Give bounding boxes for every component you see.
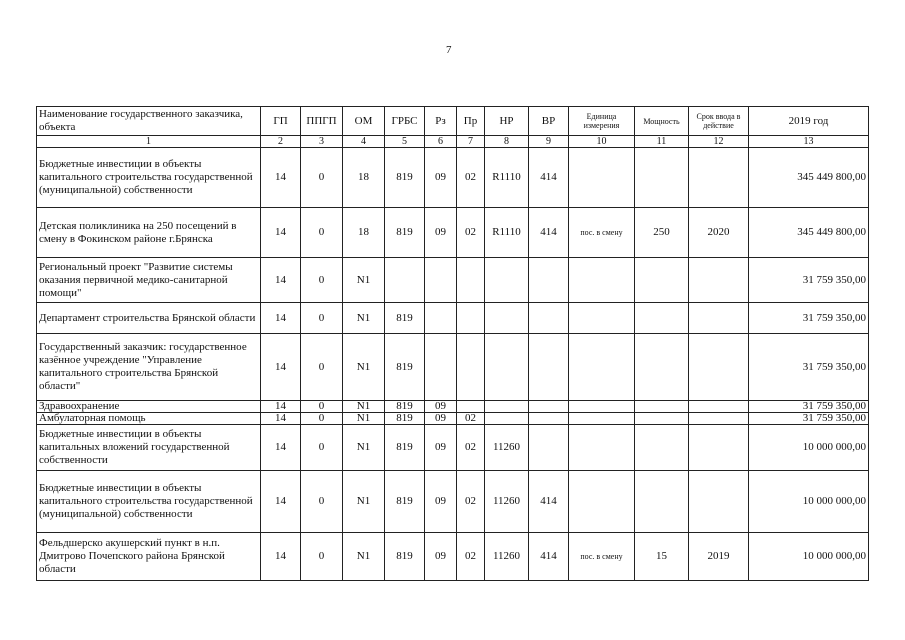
cell-amount: 31 759 350,00 xyxy=(749,303,869,334)
cell-vr xyxy=(529,334,569,401)
cell-capacity xyxy=(635,148,689,208)
cell-amount: 31 759 350,00 xyxy=(749,413,869,425)
header-vr: ВР xyxy=(529,107,569,136)
header-deadline: Срок ввода в действие xyxy=(689,107,749,136)
cell-vr: 414 xyxy=(529,471,569,533)
cell-vr: 414 xyxy=(529,533,569,581)
cell-unit xyxy=(569,258,635,303)
cell-grbs xyxy=(385,258,425,303)
column-number: 3 xyxy=(301,136,343,148)
cell-rz: 09 xyxy=(425,208,457,258)
table-row xyxy=(37,471,869,533)
cell-unit xyxy=(569,401,635,413)
cell-om: N1 xyxy=(343,303,385,334)
cell-grbs: 819 xyxy=(385,334,425,401)
cell-grbs: 819 xyxy=(385,425,425,471)
cell-gp: 14 xyxy=(261,208,301,258)
cell-gp: 14 xyxy=(261,148,301,208)
table-row xyxy=(37,401,869,413)
cell-vr: 414 xyxy=(529,148,569,208)
cell-capacity xyxy=(635,258,689,303)
cell-om: N1 xyxy=(343,471,385,533)
cell-name: Здравоохранение xyxy=(37,401,261,413)
header-name: Наименование государственного заказчика, объекта xyxy=(37,107,261,136)
cell-deadline xyxy=(689,258,749,303)
cell-ppgp: 0 xyxy=(301,258,343,303)
cell-gp: 14 xyxy=(261,401,301,413)
cell-om: N1 xyxy=(343,413,385,425)
cell-rz: 09 xyxy=(425,471,457,533)
cell-amount: 345 449 800,00 xyxy=(749,208,869,258)
cell-gp: 14 xyxy=(261,303,301,334)
cell-grbs: 819 xyxy=(385,401,425,413)
cell-nr: R1110 xyxy=(485,208,529,258)
table-row xyxy=(37,334,869,401)
cell-om: 18 xyxy=(343,148,385,208)
cell-pr: 02 xyxy=(457,471,485,533)
cell-rz: 09 xyxy=(425,148,457,208)
cell-vr xyxy=(529,258,569,303)
cell-rz xyxy=(425,258,457,303)
cell-grbs: 819 xyxy=(385,471,425,533)
cell-vr xyxy=(529,303,569,334)
cell-ppgp: 0 xyxy=(301,334,343,401)
header-nr: НР xyxy=(485,107,529,136)
cell-nr: 11260 xyxy=(485,471,529,533)
cell-capacity xyxy=(635,303,689,334)
cell-grbs: 819 xyxy=(385,208,425,258)
header-ppgp: ППГП xyxy=(301,107,343,136)
header-grbs: ГРБС xyxy=(385,107,425,136)
cell-gp: 14 xyxy=(261,533,301,581)
cell-unit xyxy=(569,148,635,208)
cell-gp: 14 xyxy=(261,471,301,533)
column-number: 6 xyxy=(425,136,457,148)
cell-grbs: 819 xyxy=(385,148,425,208)
cell-rz: 09 xyxy=(425,413,457,425)
table-row xyxy=(37,533,869,581)
cell-name: Государственный заказчик: государственное казённое учреждение "Управление капитального строительства Брянской области" xyxy=(37,334,261,401)
table-row xyxy=(37,425,869,471)
cell-amount: 31 759 350,00 xyxy=(749,401,869,413)
cell-ppgp: 0 xyxy=(301,471,343,533)
cell-ppgp: 0 xyxy=(301,413,343,425)
cell-vr xyxy=(529,425,569,471)
budget-table xyxy=(36,106,869,581)
cell-pr xyxy=(457,258,485,303)
cell-unit: пос. в смену xyxy=(569,533,635,581)
cell-nr: R1110 xyxy=(485,148,529,208)
cell-grbs: 819 xyxy=(385,303,425,334)
cell-nr xyxy=(485,258,529,303)
cell-capacity xyxy=(635,401,689,413)
cell-nr: 11260 xyxy=(485,533,529,581)
cell-capacity: 15 xyxy=(635,533,689,581)
cell-pr: 02 xyxy=(457,413,485,425)
cell-pr: 02 xyxy=(457,208,485,258)
cell-ppgp: 0 xyxy=(301,148,343,208)
cell-name: Детская поликлиника на 250 посещений в смену в Фокинском районе г.Брянска xyxy=(37,208,261,258)
cell-vr: 414 xyxy=(529,208,569,258)
cell-om: N1 xyxy=(343,258,385,303)
column-number: 1 xyxy=(37,136,261,148)
cell-pr: 02 xyxy=(457,533,485,581)
cell-deadline xyxy=(689,425,749,471)
cell-om: N1 xyxy=(343,401,385,413)
cell-gp: 14 xyxy=(261,258,301,303)
cell-capacity xyxy=(635,425,689,471)
cell-om: N1 xyxy=(343,533,385,581)
cell-ppgp: 0 xyxy=(301,533,343,581)
cell-pr xyxy=(457,334,485,401)
cell-pr xyxy=(457,303,485,334)
column-number: 4 xyxy=(343,136,385,148)
header-pr: Пр xyxy=(457,107,485,136)
table-row xyxy=(37,413,869,425)
cell-pr xyxy=(457,401,485,413)
table-row xyxy=(37,303,869,334)
cell-gp: 14 xyxy=(261,425,301,471)
cell-name: Бюджетные инвестиции в объекты капитального строительства государственной (муниципальной) собственности xyxy=(37,148,261,208)
column-number: 7 xyxy=(457,136,485,148)
cell-deadline xyxy=(689,303,749,334)
cell-pr: 02 xyxy=(457,425,485,471)
cell-unit xyxy=(569,334,635,401)
cell-name: Бюджетные инвестиции в объекты капитального строительства государственной (муниципальной) собственности xyxy=(37,471,261,533)
cell-ppgp: 0 xyxy=(301,303,343,334)
cell-amount: 10 000 000,00 xyxy=(749,425,869,471)
cell-gp: 14 xyxy=(261,334,301,401)
cell-amount: 345 449 800,00 xyxy=(749,148,869,208)
header-year: 2019 год xyxy=(749,107,869,136)
column-number: 8 xyxy=(485,136,529,148)
cell-rz: 09 xyxy=(425,533,457,581)
cell-capacity xyxy=(635,334,689,401)
column-number: 10 xyxy=(569,136,635,148)
cell-unit xyxy=(569,303,635,334)
column-number: 5 xyxy=(385,136,425,148)
cell-nr: 11260 xyxy=(485,425,529,471)
cell-capacity xyxy=(635,413,689,425)
cell-capacity: 250 xyxy=(635,208,689,258)
cell-nr xyxy=(485,334,529,401)
cell-unit xyxy=(569,471,635,533)
cell-amount: 31 759 350,00 xyxy=(749,334,869,401)
cell-vr xyxy=(529,413,569,425)
header-om: ОМ xyxy=(343,107,385,136)
cell-grbs: 819 xyxy=(385,413,425,425)
column-number: 11 xyxy=(635,136,689,148)
cell-unit: пос. в смену xyxy=(569,208,635,258)
cell-gp: 14 xyxy=(261,413,301,425)
cell-om: N1 xyxy=(343,425,385,471)
table-row xyxy=(37,148,869,208)
column-number-row xyxy=(37,136,869,148)
column-number: 13 xyxy=(749,136,869,148)
cell-unit xyxy=(569,425,635,471)
cell-ppgp: 0 xyxy=(301,401,343,413)
header-unit: Единица измерения xyxy=(569,107,635,136)
cell-amount: 10 000 000,00 xyxy=(749,533,869,581)
cell-nr xyxy=(485,401,529,413)
cell-deadline xyxy=(689,413,749,425)
cell-name: Амбулаторная помощь xyxy=(37,413,261,425)
header-rz: Рз xyxy=(425,107,457,136)
cell-nr xyxy=(485,413,529,425)
cell-name: Фельдшерско акушерский пункт в н.п. Дмитрово Почепского района Брянской области xyxy=(37,533,261,581)
cell-amount: 31 759 350,00 xyxy=(749,258,869,303)
column-number: 2 xyxy=(261,136,301,148)
cell-om: N1 xyxy=(343,334,385,401)
table-header-row xyxy=(37,107,869,136)
cell-capacity xyxy=(635,471,689,533)
table-row xyxy=(37,258,869,303)
header-capacity: Мощность xyxy=(635,107,689,136)
cell-name: Региональный проект "Развитие системы оказания первичной медико-санитарной помощи" xyxy=(37,258,261,303)
column-number: 9 xyxy=(529,136,569,148)
cell-vr xyxy=(529,401,569,413)
cell-deadline: 2019 xyxy=(689,533,749,581)
cell-om: 18 xyxy=(343,208,385,258)
cell-ppgp: 0 xyxy=(301,208,343,258)
cell-rz xyxy=(425,334,457,401)
cell-deadline xyxy=(689,334,749,401)
cell-deadline xyxy=(689,401,749,413)
cell-rz: 09 xyxy=(425,425,457,471)
cell-rz xyxy=(425,303,457,334)
cell-grbs: 819 xyxy=(385,533,425,581)
cell-deadline: 2020 xyxy=(689,208,749,258)
column-number: 12 xyxy=(689,136,749,148)
cell-nr xyxy=(485,303,529,334)
table-body xyxy=(37,148,869,581)
page-number: 7 xyxy=(446,44,452,56)
cell-name: Департамент строительства Брянской области xyxy=(37,303,261,334)
cell-deadline xyxy=(689,471,749,533)
cell-pr: 02 xyxy=(457,148,485,208)
cell-amount: 10 000 000,00 xyxy=(749,471,869,533)
header-gp: ГП xyxy=(261,107,301,136)
cell-deadline xyxy=(689,148,749,208)
table-row xyxy=(37,208,869,258)
cell-ppgp: 0 xyxy=(301,425,343,471)
cell-rz: 09 xyxy=(425,401,457,413)
cell-unit xyxy=(569,413,635,425)
cell-name: Бюджетные инвестиции в объекты капитальных вложений государственной собственности xyxy=(37,425,261,471)
